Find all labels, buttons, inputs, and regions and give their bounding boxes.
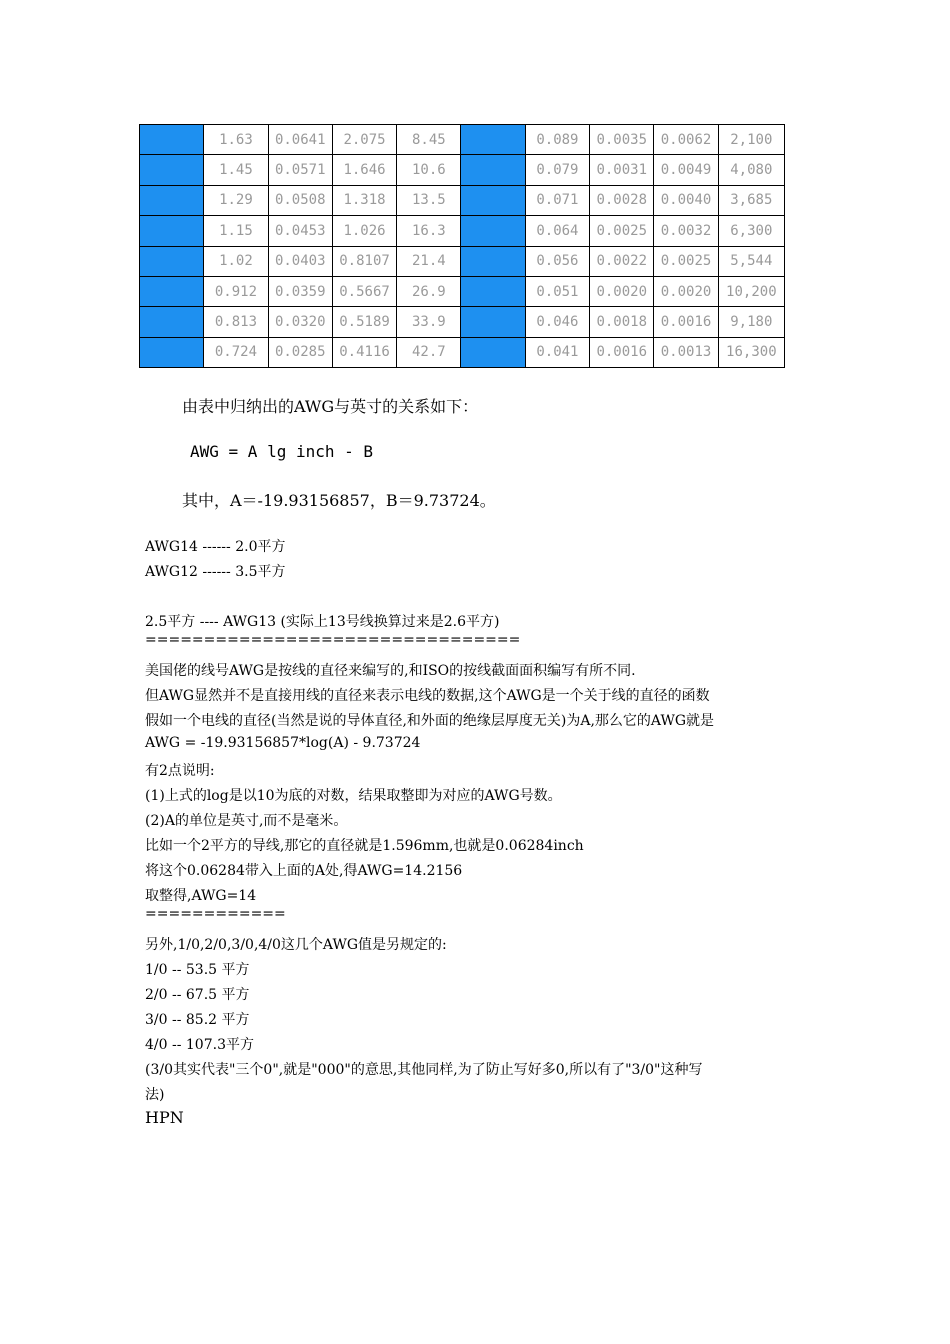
table-cell: 0.0062 xyxy=(654,125,718,155)
table-cell: 0.0035 xyxy=(590,125,654,155)
table-cell: 0.0641 xyxy=(268,125,332,155)
table-cell: 0.0032 xyxy=(654,216,718,246)
table-row xyxy=(140,246,785,276)
separator-line: ================================ xyxy=(145,632,521,648)
table-cell: 0.0040 xyxy=(654,185,718,215)
table-cell: 0.0453 xyxy=(268,216,332,246)
awg-label-cell xyxy=(140,125,204,155)
paragraph-line: 3/0 -- 85.2 平方 xyxy=(145,1012,250,1028)
paragraph-line: 法) xyxy=(145,1087,165,1103)
table-cell: 0.0022 xyxy=(590,246,654,276)
paragraph-line: 比如一个2平方的导线,那它的直径就是1.596mm,也就是0.06284inch xyxy=(145,838,584,854)
table-cell: 4,080 xyxy=(718,155,784,185)
paragraph-line: 2/0 -- 67.5 平方 xyxy=(145,987,250,1003)
constants-text: 其中，A＝-19.93156857，B＝9.73724。 xyxy=(182,491,496,510)
table-cell: 0.0571 xyxy=(268,155,332,185)
awg-label-cell xyxy=(461,185,525,215)
table-cell: 0.0020 xyxy=(590,276,654,306)
table-cell: 0.0016 xyxy=(590,337,654,367)
paragraph-line: (3/0其实代表"三个0",就是"000"的意思,其他同样,为了防止写好多0,所以有了"3/0"这种写 xyxy=(145,1062,703,1078)
awg-label-cell xyxy=(461,125,525,155)
paragraph-line: (1)上式的log是以10为底的对数，结果取整即为对应的AWG号数。 xyxy=(145,788,562,804)
table-cell: 16,300 xyxy=(718,337,784,367)
table-cell: 1.318 xyxy=(332,185,396,215)
table-cell: 2,100 xyxy=(718,125,784,155)
table-cell: 0.0320 xyxy=(268,307,332,337)
intro-text: 由表中归纳出的AWG与英寸的关系如下： xyxy=(182,397,479,416)
table-cell: 0.0285 xyxy=(268,337,332,367)
signature-text: HPN xyxy=(145,1108,184,1127)
table-cell: 0.046 xyxy=(525,307,589,337)
table-cell: 10,200 xyxy=(718,276,784,306)
table-cell: 0.0359 xyxy=(268,276,332,306)
table-cell: 5,544 xyxy=(718,246,784,276)
table-cell: 1.45 xyxy=(204,155,268,185)
table-cell: 6,300 xyxy=(718,216,784,246)
table-cell: 0.0018 xyxy=(590,307,654,337)
paragraph-line: 但AWG显然并不是直接用线的直径来表示电线的数据,这个AWG是一个关于线的直径的函数 xyxy=(145,688,710,704)
table-cell: 1.63 xyxy=(204,125,268,155)
table-cell: 1.15 xyxy=(204,216,268,246)
table-cell: 0.0013 xyxy=(654,337,718,367)
table-row xyxy=(140,125,785,155)
awg-label-cell xyxy=(461,337,525,367)
table-cell: 0.0508 xyxy=(268,185,332,215)
table-cell: 21.4 xyxy=(397,246,461,276)
table-cell: 0.079 xyxy=(525,155,589,185)
awg-label-cell xyxy=(461,246,525,276)
paragraph-line: 美国佬的线号AWG是按线的直径来编写的,和ISO的按线截面面积编写有所不同. xyxy=(145,663,636,679)
paragraph-line: 有2点说明: xyxy=(145,763,215,779)
table-cell: 0.912 xyxy=(204,276,268,306)
table-cell: 1.646 xyxy=(332,155,396,185)
table-cell: 0.041 xyxy=(525,337,589,367)
table-row xyxy=(140,155,785,185)
table-cell: 0.5189 xyxy=(332,307,396,337)
paragraph-line: 假如一个电线的直径(当然是说的导体直径,和外面的绝缘层厚度无关)为A,那么它的AWG就是 xyxy=(145,713,715,729)
table-cell: 0.813 xyxy=(204,307,268,337)
table-cell: 0.0025 xyxy=(590,216,654,246)
separator-line: ============ xyxy=(145,906,286,922)
table-cell: 0.0020 xyxy=(654,276,718,306)
paragraph-line: 将这个0.06284带入上面的A处,得AWG=14.2156 xyxy=(145,863,463,879)
awg14-line: AWG14 ------ 2.0平方 xyxy=(145,539,286,555)
awg-label-cell xyxy=(461,216,525,246)
paragraph-line: 4/0 -- 107.3平方 xyxy=(145,1037,254,1053)
awg-label-cell xyxy=(140,216,204,246)
table-row xyxy=(140,337,785,367)
table-cell: 26.9 xyxy=(397,276,461,306)
table-row xyxy=(140,307,785,337)
table-cell: 42.7 xyxy=(397,337,461,367)
table-cell: 0.051 xyxy=(525,276,589,306)
paragraph-line: (2)A的单位是英寸,而不是毫米。 xyxy=(145,813,348,829)
awg-label-cell xyxy=(140,337,204,367)
awg-label-cell xyxy=(140,155,204,185)
table-row xyxy=(140,276,785,306)
awg-label-cell xyxy=(461,155,525,185)
table-row xyxy=(140,216,785,246)
table-cell: 0.064 xyxy=(525,216,589,246)
awg-label-cell xyxy=(140,307,204,337)
table-cell: 0.0403 xyxy=(268,246,332,276)
table-cell: 1.29 xyxy=(204,185,268,215)
awg-label-cell xyxy=(140,276,204,306)
table-cell: 13.5 xyxy=(397,185,461,215)
formula-line: AWG = -19.93156857*log(A) - 9.73724 xyxy=(145,735,421,751)
table-row xyxy=(140,185,785,215)
table-cell: 0.0025 xyxy=(654,246,718,276)
table-cell: 0.056 xyxy=(525,246,589,276)
awg-label-cell xyxy=(461,276,525,306)
table-cell: 3,685 xyxy=(718,185,784,215)
table-cell: 9,180 xyxy=(718,307,784,337)
table-cell: 0.4116 xyxy=(332,337,396,367)
table-cell: 0.5667 xyxy=(332,276,396,306)
awg-table xyxy=(139,124,785,368)
table-cell: 33.9 xyxy=(397,307,461,337)
table-cell: 0.089 xyxy=(525,125,589,155)
table-cell: 1.026 xyxy=(332,216,396,246)
awg13-line: 2.5平方 ---- AWG13 (实际上13号线换算过来是2.6平方) xyxy=(145,614,500,630)
table-cell: 8.45 xyxy=(397,125,461,155)
table-cell: 0.071 xyxy=(525,185,589,215)
table-cell: 16.3 xyxy=(397,216,461,246)
awg-label-cell xyxy=(140,246,204,276)
paragraph-line: 1/0 -- 53.5 平方 xyxy=(145,962,250,978)
table-cell: 0.0031 xyxy=(590,155,654,185)
table-cell: 10.6 xyxy=(397,155,461,185)
paragraph-line: 取整得,AWG=14 xyxy=(145,888,257,904)
awg-label-cell xyxy=(140,185,204,215)
paragraph-line: 另外,1/0,2/0,3/0,4/0这几个AWG值是另规定的: xyxy=(145,937,447,953)
table-cell: 0.0016 xyxy=(654,307,718,337)
table-cell: 0.0049 xyxy=(654,155,718,185)
table-cell: 1.02 xyxy=(204,246,268,276)
table-cell: 0.8107 xyxy=(332,246,396,276)
awg-table-body xyxy=(140,125,785,368)
awg12-line: AWG12 ------ 3.5平方 xyxy=(145,564,286,580)
table-cell: 2.075 xyxy=(332,125,396,155)
table-cell: 0.0028 xyxy=(590,185,654,215)
table-cell: 0.724 xyxy=(204,337,268,367)
awg-label-cell xyxy=(461,307,525,337)
formula-text: AWG = A lg inch - B xyxy=(190,442,374,461)
